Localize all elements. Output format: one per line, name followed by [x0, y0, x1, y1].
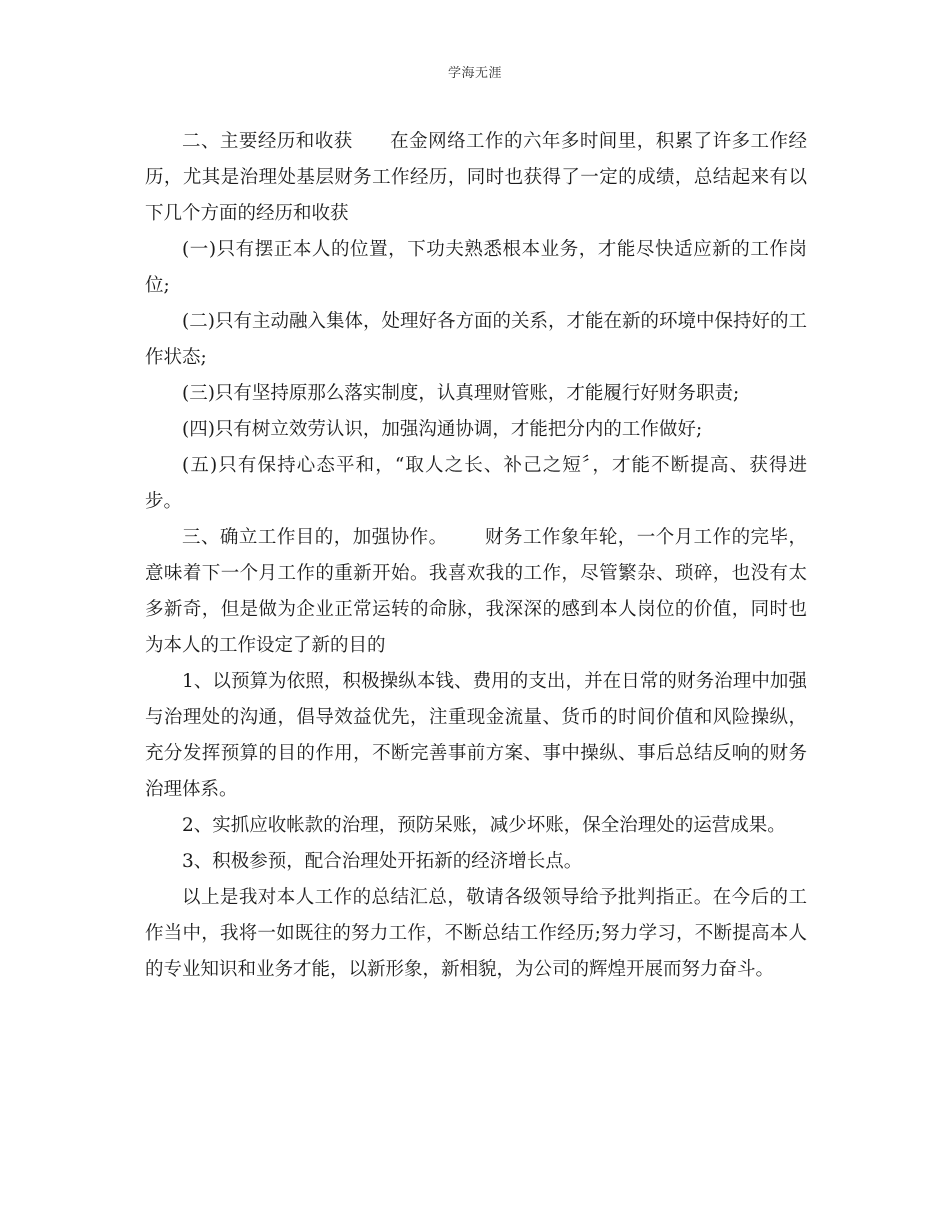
list-item: (一)只有摆正本人的位置，下功夫熟悉根本业务，才能尽快适应新的工作岗位;	[145, 239, 807, 296]
page-header: 学海无涯	[447, 66, 502, 81]
goal-item: 2、实抓应收帐款的治理，预防呆账，减少坏账，保全治理处的运营成果。	[182, 815, 786, 836]
section-2-heading: 二、主要经历和收获	[182, 131, 353, 152]
document-body	[145, 124, 807, 988]
closing-paragraph: 以上是我对本人工作的总结汇总，敬请各级领导给予批判指正。在今后的工作当中，我将一如既往的努力工作，不断总结工作经历;努力学习，不断提高本人的专业知识和业务才能，以新形象，新相貌，为公司的辉煌开展而努力奋斗。	[145, 887, 807, 980]
list-item: (五)只有保持心态平和，“取人之长、补己之短〞，才能不断提高、获得进步。	[145, 455, 807, 512]
list-item: (三)只有坚持原那么落实制度，认真理财管账，才能履行好财务职责;	[182, 383, 740, 404]
section-2-paragraph	[145, 124, 807, 232]
section-3-paragraph	[145, 520, 807, 664]
list-item: (二)只有主动融入集体，处理好各方面的关系，才能在新的环境中保持好的工作状态;	[145, 311, 807, 368]
section-3-text: 财务工作象年轮，一个月工作的完毕，意味着下一个月工作的重新开始。我喜欢我的工作，尽管繁杂、琐碎，也没有太多新奇，但是做为企业正常运转的命脉，我深深的感到本人岗位的价值，同时也为本人的工作设定了新的目的	[145, 527, 807, 656]
goal-item: 1、以预算为依照，积极操纵本钱、费用的支出，并在日常的财务治理中加强与治理处的沟通，倡导效益优先，注重现金流量、货币的时间价值和风险操纵，充分发挥预算的目的作用，不断完善事前方案、事中操纵、事后总结反响的财务治理体系。	[145, 671, 807, 800]
section-3-heading: 三、确立工作目的，加强协作。	[182, 527, 448, 548]
list-item: (四)只有树立效劳认识，加强沟通协调，才能把分内的工作做好;	[182, 419, 703, 440]
section-2-text: 在金网络工作的六年多时间里，积累了许多工作经历，尤其是治理处基层财务工作经历，同时也获得了一定的成绩，总结起来有以下几个方面的经历和收获	[145, 131, 807, 224]
goal-item: 3、积极参预，配合治理处开拓新的经济增长点。	[182, 851, 583, 872]
